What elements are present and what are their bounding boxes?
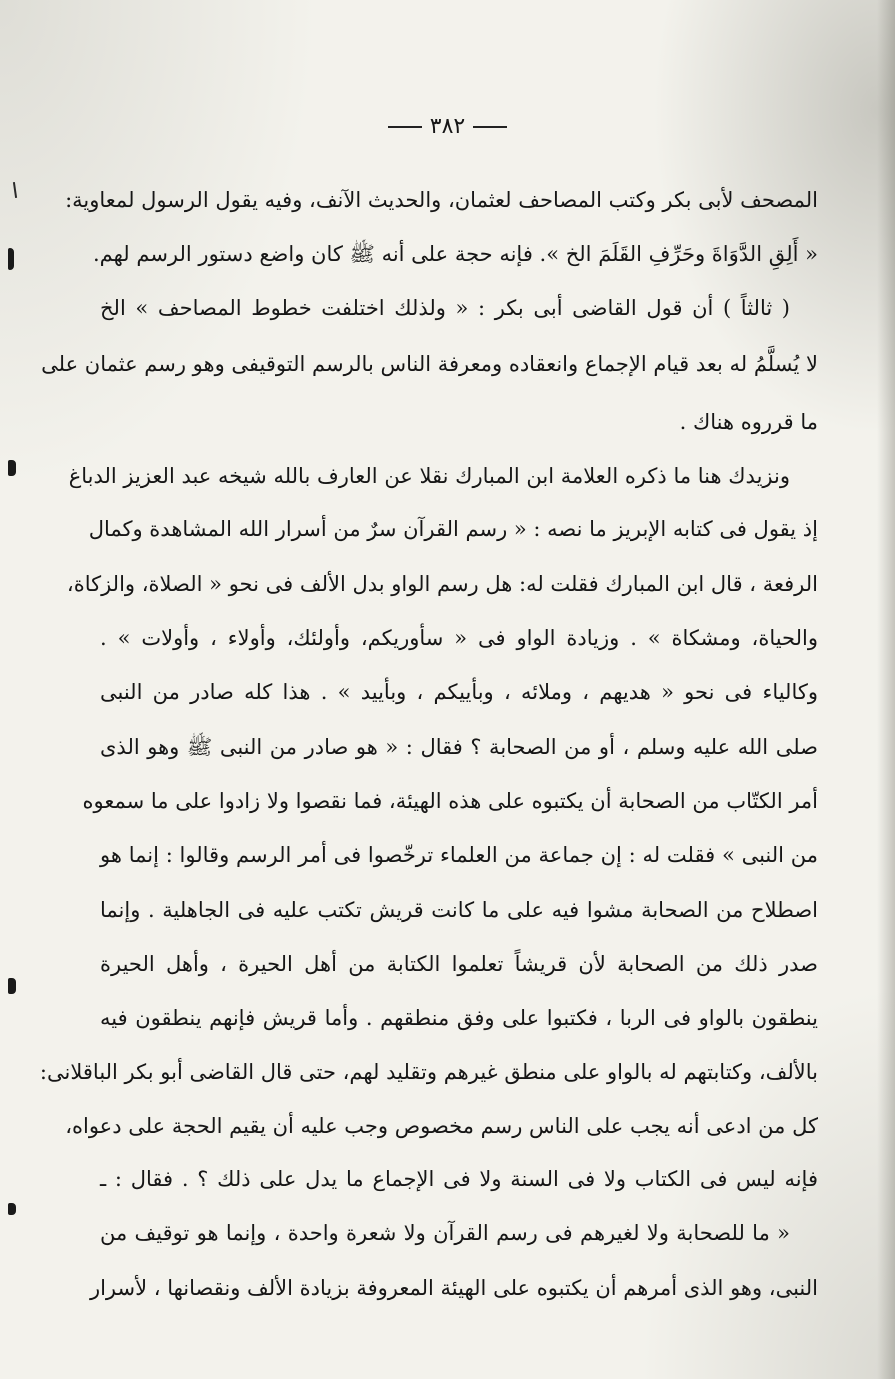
text-line: ونزيدك هنا ما ذكره العلامة ابن المبارك نقلا عن العارف بالله شيخه عبد العزيز الدباغ	[68, 464, 790, 488]
text-line: وكالياء فى نحو « هديهم ، وملائه ، وبأييكم ، وبأييد » . هذا كله صادر من النبى	[100, 680, 818, 704]
text-line: صدر ذلك من الصحابة لأن قريشاً تعلموا الكتابة من أهل الحيرة ، وأهل الحيرة	[100, 952, 818, 976]
margin-mark	[8, 248, 14, 270]
text-line: « ما للصحابة ولا لغيرهم فى رسم القرآن ولا شعرة واحدة ، وإنما هو توقيف من	[100, 1221, 790, 1245]
page-number: ٣٨٢	[429, 114, 466, 139]
margin-mark	[13, 182, 17, 198]
dash-right	[388, 126, 422, 128]
text-line: فإنه ليس فى الكتاب ولا فى السنة ولا فى الإجماع ما يدل على ذلك ؟ . فقال : ـ	[100, 1167, 818, 1191]
page-edge-shadow	[877, 0, 895, 1379]
text-line: ينطقون بالواو فى الربا ، فكتبوا على وفق منطقهم . وأما قريش فإنهم ينطقون فيه	[100, 1006, 818, 1030]
text-line: « أَلِقِ الدَّوَاةَ وحَرِّفِ القَلَمَ الخ ». فإنه حجة على أنه ﷺ كان واضع دستور الرسم لهم.	[92, 242, 818, 266]
text-line: والحياة، ومشكاة » . وزيادة الواو فى « سأوريكم، وأولئك، وأولاء ، وأولات » .	[100, 626, 818, 650]
text-line: أمر الكتّاب من الصحابة أن يكتبوه على هذه الهيئة، فما نقصوا ولا زادوا على ما سمعوه	[82, 789, 818, 813]
text-line: ما قرروه هناك .	[679, 410, 818, 434]
margin-mark	[8, 978, 16, 994]
text-line: الرفعة ، قال ابن المبارك فقلت له: هل رسم الواو بدل الألف فى نحو « الصلاة، والزكاة،	[66, 572, 818, 596]
text-line: اصطلاح من الصحابة مشوا فيه على ما كانت قريش تكتب عليه فى الجاهلية . وإنما	[100, 898, 818, 922]
text-line: النبى، وهو الذى أمرهم أن يكتبوه على الهيئة المعروفة بزيادة الألف ونقصانها ، لأسرار	[89, 1276, 818, 1300]
text-line: بالألف، وكتابتهم له بالواو على منطق غيرهم وتقليد لهم، حتى قال القاضى أبو بكر الباقلانى:	[39, 1060, 818, 1084]
margin-mark	[8, 1203, 16, 1215]
text-line: المصحف لأبى بكر وكتب المصاحف لعثمان، والحديث الآنف، وفيه يقول الرسول لمعاوية:	[65, 188, 818, 212]
text-line: لا يُسلَّمُ له بعد قيام الإجماع وانعقاده ومعرفة الناس بالرسم التوقيفى وهو رسم عثمان على	[41, 352, 818, 376]
text-line: من النبى » فقلت له : إن جماعة من العلماء ترخّصوا فى أمر الرسم وقالوا : إنما هو	[100, 843, 818, 867]
dash-left	[473, 126, 507, 128]
text-line: صلى الله عليه وسلم ، أو من الصحابة ؟ فقال : « هو صادر من النبى ﷺ وهو الذى	[100, 735, 818, 759]
page-number-header	[0, 114, 895, 139]
text-line: ( ثالثاً ) أن قول القاضى أبى بكر : « ولذلك اختلفت خطوط المصاحف » الخ	[100, 296, 790, 320]
text-line: كل من ادعى أنه يجب على الناس رسم مخصوص وجب عليه أن يقيم الحجة على دعواه،	[65, 1114, 818, 1138]
margin-mark	[8, 460, 16, 476]
text-line: إذ يقول فى كتابه الإبريز ما نصه : « رسم القرآن سرٌ من أسرار الله المشاهدة وكمال	[88, 517, 818, 541]
